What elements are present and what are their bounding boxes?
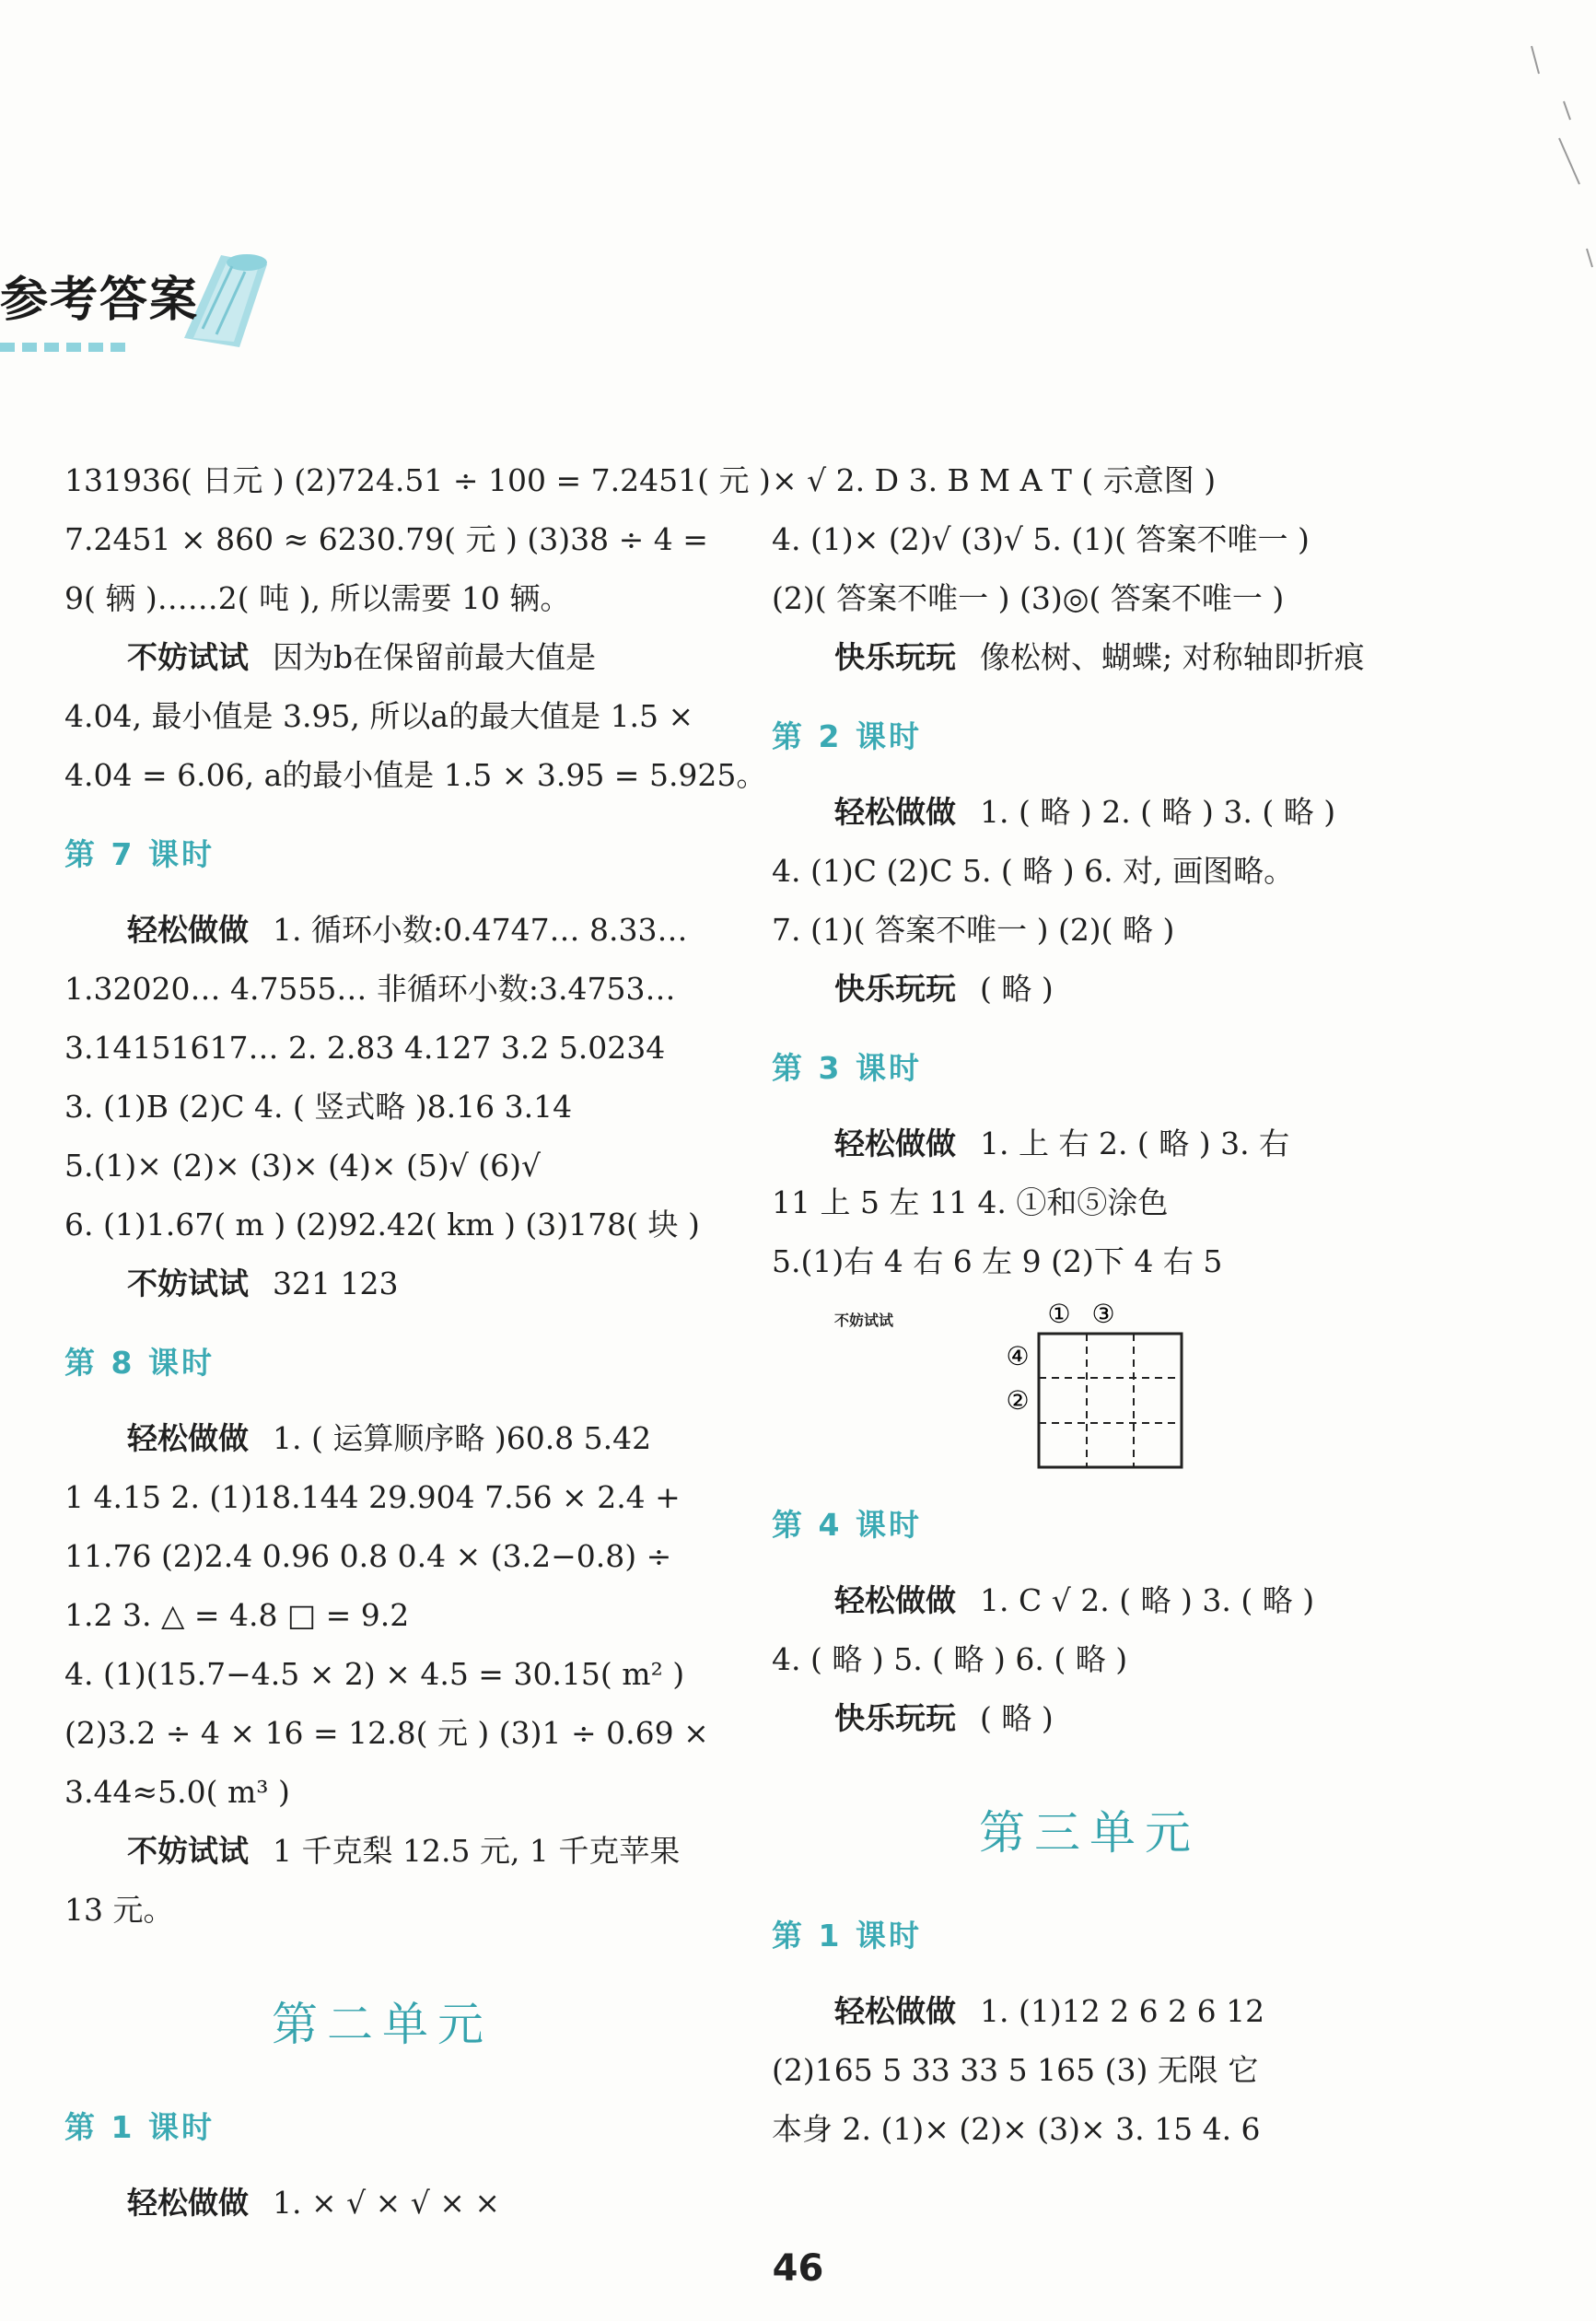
easy-label: 轻松做做 bbox=[834, 1582, 956, 1618]
text-line: 1 4.15 2. (1)18.144 29.904 7.56 × 2.4 + bbox=[64, 1479, 681, 1515]
text-line: 11 上 5 左 11 4. ①和⑤涂色 bbox=[772, 1184, 1169, 1220]
unit-heading: 第三单元 bbox=[979, 1806, 1200, 1860]
text-line: (2)( 答案不唯一 ) (3)◎( 答案不唯一 ) bbox=[772, 580, 1285, 616]
grid-outline bbox=[1039, 1334, 1182, 1467]
puzzle-mark: ③ bbox=[1091, 1299, 1115, 1329]
text-line: 7.2451 × 860 ≈ 6230.79( 元 ) (3)38 ÷ 4 = bbox=[64, 521, 708, 557]
text-line: 1 千克梨 12.5 元, 1 千克苹果 bbox=[273, 1833, 681, 1869]
lesson-heading: 第 3 课时 bbox=[772, 1050, 922, 1086]
puzzle-mark: ② bbox=[1006, 1385, 1030, 1416]
play-section bbox=[772, 960, 1407, 1019]
text-line: 321 123 bbox=[273, 1265, 399, 1301]
text-line: 1.2 3. △ = 4.8 □ = 9.2 bbox=[64, 1597, 410, 1633]
answer-key-header bbox=[0, 235, 295, 364]
try-label: 不妨试试 bbox=[127, 1265, 249, 1301]
text-line: 4. ( 略 ) 5. ( 略 ) 6. ( 略 ) bbox=[772, 1641, 1128, 1677]
lesson-heading: 第 8 课时 bbox=[64, 1345, 215, 1381]
unit-heading: 第二单元 bbox=[272, 1998, 493, 2051]
text-line: 1. × √ × √ × × bbox=[273, 2185, 501, 2221]
puzzle-mark: ① bbox=[1047, 1299, 1071, 1329]
easy-section bbox=[64, 901, 700, 960]
text-line: 4.04 = 6.06, a的最小值是 1.5 × 3.95 = 5.925。 bbox=[64, 757, 767, 793]
text-line: 9( 辆 )……2( 吨 ), 所以需要 10 辆。 bbox=[64, 580, 571, 616]
text-line: (2)3.2 ÷ 4 × 16 = 12.8( 元 ) (3)1 ÷ 0.69 × bbox=[64, 1715, 709, 1751]
text-line: 5.(1)× (2)× (3)× (4)× (5)√ (6)√ bbox=[64, 1148, 542, 1184]
page-title: 参考答案 bbox=[0, 273, 200, 328]
text-line: 11.76 (2)2.4 0.96 0.8 0.4 × (3.2−0.8) ÷ bbox=[64, 1538, 672, 1574]
try-label: 不妨试试 bbox=[834, 1312, 894, 1329]
right-column bbox=[772, 451, 1407, 2159]
easy-section bbox=[64, 1409, 700, 1468]
text-line: 3.44≈5.0( m³ ) bbox=[64, 1774, 290, 1810]
margin-marks-decoration bbox=[1522, 37, 1596, 276]
text-line: ( 略 ) bbox=[980, 1700, 1054, 1736]
text-line: 1. ( 运算顺序略 )60.8 5.42 bbox=[273, 1420, 652, 1456]
lesson-heading: 第 7 课时 bbox=[64, 836, 215, 872]
lesson-heading: 第 1 课时 bbox=[64, 2109, 215, 2145]
text-line: 3.14151617… 2. 2.83 4.127 3.2 5.0234 bbox=[64, 1030, 666, 1066]
text-line: 1. 上 右 2. ( 略 ) 3. 右 bbox=[980, 1126, 1290, 1161]
easy-section bbox=[772, 1982, 1407, 2041]
text-line: 像松树、蝴蝶; 对称轴即折痕 bbox=[980, 639, 1365, 675]
text-line: 1. (1)12 2 6 2 6 12 bbox=[980, 1993, 1265, 2029]
easy-section bbox=[772, 1114, 1407, 1173]
text-line: (2)165 5 33 33 5 165 (3) 无限 它 bbox=[772, 2052, 1259, 2088]
play-label: 快乐玩玩 bbox=[834, 639, 956, 675]
lesson-heading: 第 4 课时 bbox=[772, 1507, 922, 1543]
text-line: 因为b在保留前最大值是 bbox=[273, 639, 597, 675]
try-section bbox=[772, 1291, 1407, 1475]
text-line: ( 略 ) bbox=[980, 971, 1054, 1007]
text-line: 1.32020… 4.7555… 非循环小数:3.4753… bbox=[64, 971, 676, 1007]
text-line: 7. (1)( 答案不唯一 ) (2)( 略 ) bbox=[772, 912, 1175, 948]
text-line: 4. (1)× (2)√ (3)√ 5. (1)( 答案不唯一 ) bbox=[772, 521, 1310, 557]
text-line: 13 元。 bbox=[64, 1892, 174, 1928]
grid-puzzle-diagram bbox=[1002, 1297, 1214, 1472]
text-line: × √ 2. D 3. B M A T ( 示意图 ) bbox=[772, 462, 1217, 498]
easy-section bbox=[772, 783, 1407, 842]
easy-label: 轻松做做 bbox=[127, 2185, 249, 2221]
text-line: 6. (1)1.67( m ) (2)92.42( km ) (3)178( 块 ) bbox=[64, 1207, 700, 1242]
try-section bbox=[64, 1822, 700, 1881]
easy-section bbox=[772, 1571, 1407, 1630]
easy-label: 轻松做做 bbox=[127, 912, 249, 948]
lesson-heading: 第 2 课时 bbox=[772, 718, 922, 754]
text-line: 本身 2. (1)× (2)× (3)× 3. 15 4. 6 bbox=[772, 2111, 1261, 2147]
text-line: 1. 循环小数:0.4747… 8.33… bbox=[273, 912, 688, 948]
puzzle-mark: ④ bbox=[1006, 1341, 1030, 1371]
try-label: 不妨试试 bbox=[127, 1833, 249, 1869]
text-line: 3. (1)B (2)C 4. ( 竖式略 )8.16 3.14 bbox=[64, 1089, 573, 1125]
try-section bbox=[64, 1254, 700, 1313]
easy-label: 轻松做做 bbox=[834, 1126, 956, 1161]
play-label: 快乐玩玩 bbox=[834, 1700, 956, 1736]
play-section bbox=[772, 628, 1407, 687]
try-label: 不妨试试 bbox=[127, 639, 249, 675]
left-column bbox=[64, 451, 771, 2233]
lesson-heading: 第 1 课时 bbox=[772, 1918, 922, 1954]
easy-label: 轻松做做 bbox=[127, 1420, 249, 1456]
text-line: 5.(1)右 4 右 6 左 9 (2)下 4 右 5 bbox=[772, 1243, 1223, 1279]
play-section bbox=[772, 1689, 1407, 1748]
text-line: 4.04, 最小值是 3.95, 所以a的最大值是 1.5 × bbox=[64, 698, 694, 734]
page-number: 46 bbox=[772, 2247, 824, 2290]
title-underline-decoration bbox=[0, 338, 161, 347]
text-line: 4. (1)C (2)C 5. ( 略 ) 6. 对, 画图略。 bbox=[772, 853, 1295, 889]
play-label: 快乐玩玩 bbox=[834, 971, 956, 1007]
try-section bbox=[64, 628, 700, 687]
easy-label: 轻松做做 bbox=[834, 1993, 956, 2029]
text-line: 1. C √ 2. ( 略 ) 3. ( 略 ) bbox=[980, 1582, 1315, 1618]
easy-label: 轻松做做 bbox=[834, 794, 956, 830]
text-line: 4. (1)(15.7−4.5 × 2) × 4.5 = 30.15( m² ) bbox=[64, 1656, 685, 1692]
easy-section bbox=[64, 2174, 700, 2233]
text-line: 131936( 日元 ) (2)724.51 ÷ 100 = 7.2451( 元 ) bbox=[64, 462, 771, 498]
text-line: 1. ( 略 ) 2. ( 略 ) 3. ( 略 ) bbox=[980, 794, 1336, 830]
